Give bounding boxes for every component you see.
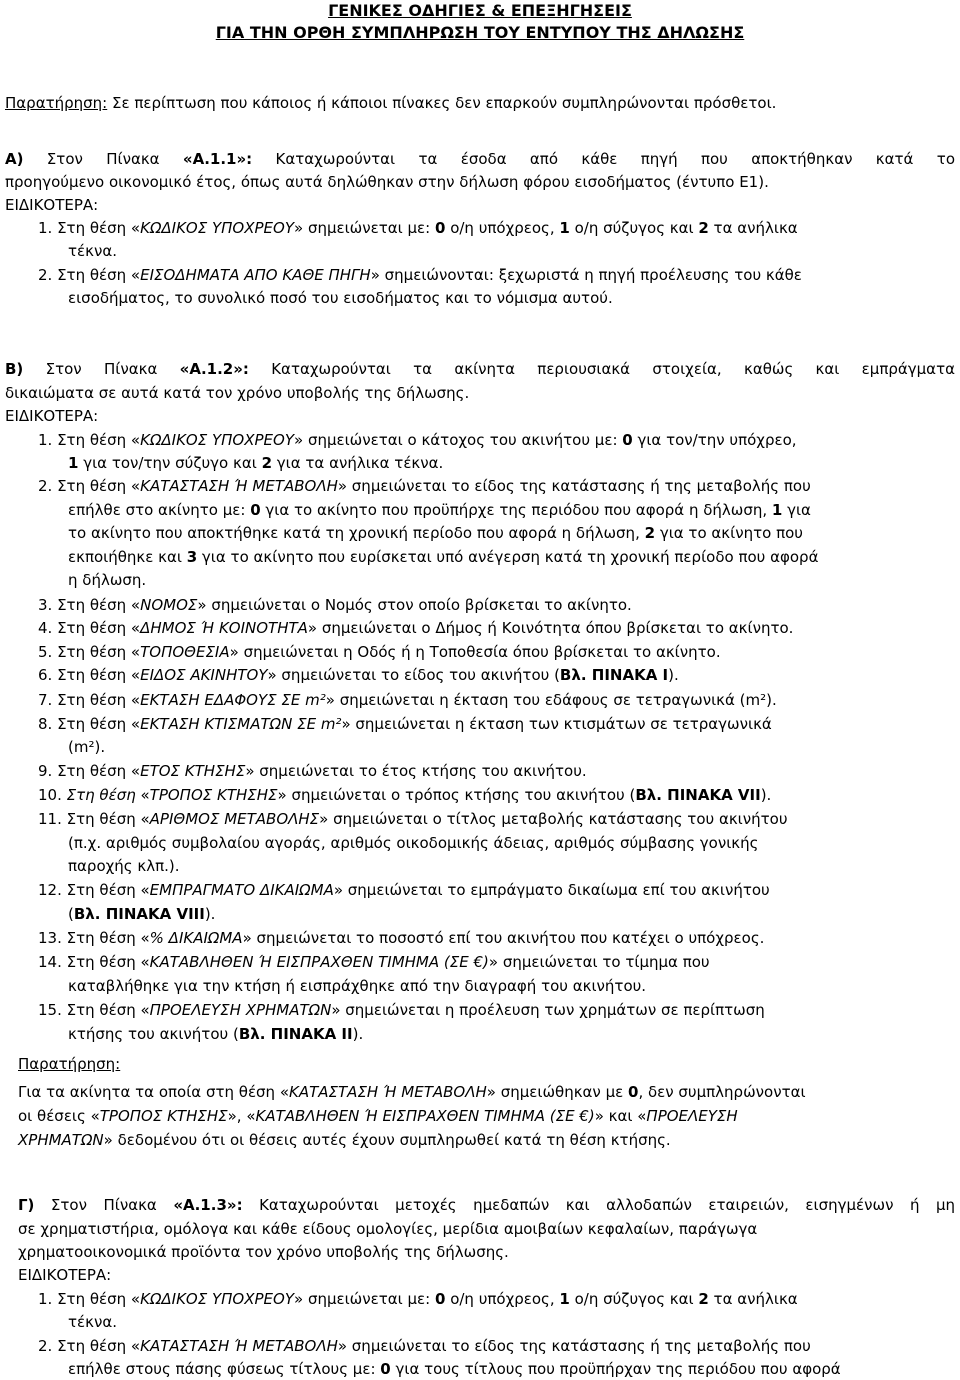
text-segment: ΧΡΗΜΑΤΩΝ — [18, 1131, 104, 1149]
text-segment: το ακίνητο που αποκτήθηκε κατά τη χρονική περίοδο που αφορά η δήλωση, — [68, 524, 645, 542]
text-segment: για το ακίνητο που — [655, 524, 803, 542]
text-segment: 13. Στη θέση « — [38, 929, 150, 947]
text-segment: » σημειώνεται ο κάτοχος του ακινήτου με: — [294, 431, 623, 449]
text-segment: » δεδομένου ότι οι θέσεις αυτές έχουν συμπληρωθεί κατά τη θέση κτήσης. — [103, 1131, 671, 1149]
text-segment: ( — [68, 905, 74, 923]
text-segment: «Α.1.2»: — [179, 360, 249, 378]
text-line — [38, 264, 955, 286]
text-line — [68, 499, 955, 521]
text-line — [38, 784, 955, 806]
text-segment: ο/η σύζυγος και — [569, 1290, 699, 1308]
text-segment: ΕΙΔΙΚΟΤΕΡΑ: — [5, 196, 99, 214]
text-segment: (π.χ. αριθμός συμβολαίου αγοράς, αριθμός οικοδομικής άδειας, αριθμός σύμβασης γονικής — [68, 834, 759, 852]
text-segment: » σημειώνεται το είδος της κατάστασης ή της μεταβολής που — [337, 1337, 811, 1355]
text-line — [38, 951, 955, 973]
text-segment: » σημειώνεται το ποσοστό επί του ακινήτου που κατέχει ο υπόχρεος. — [242, 929, 765, 947]
text-segment: 12. Στη θέση « — [38, 881, 150, 899]
text-segment: (m²). — [68, 738, 106, 756]
text-line — [68, 1023, 955, 1045]
top-note — [5, 92, 955, 114]
text-segment: 0 — [622, 431, 633, 449]
text-line — [68, 569, 955, 591]
text-line — [68, 546, 955, 568]
text-segment: » σημειώνεται με: — [294, 219, 435, 237]
text-segment: για το ακίνητο που προϋπήρχε της περιόδου που αφορά η δήλωση, — [260, 501, 772, 519]
text-line — [18, 1194, 955, 1216]
text-segment: » σημειώνεται η έκταση του εδάφους σε τετραγωνικά (m²). — [325, 691, 777, 709]
text-segment: ΠΡΟΕΛΕΥΣΗ ΧΡΗΜΑΤΩΝ — [149, 1001, 332, 1019]
text-segment: 1 — [68, 454, 79, 472]
text-segment: χρηματοοικονομικά προϊόντα τον χρόνο υποβολής της δήλωσης. — [18, 1243, 509, 1261]
text-segment: τέκνα. — [68, 1313, 118, 1331]
text-segment: 0 — [628, 1083, 639, 1101]
text-segment: ΑΡΙΘΜΟΣ ΜΕΤΑΒΟΛΗΣ — [149, 810, 320, 828]
text-segment: » σημειώνεται η Οδός ή η Τοποθεσία όπου βρίσκεται το ακίνητο. — [229, 643, 721, 661]
text-line — [18, 1129, 955, 1151]
text-segment: τα ανήλικα — [708, 1290, 798, 1308]
text-line — [38, 1288, 955, 1310]
text-segment: A) — [5, 150, 24, 168]
text-line — [38, 927, 955, 949]
text-line — [18, 1241, 955, 1263]
text-segment: 2 — [698, 1290, 709, 1308]
text-segment: «Α.1.3»: — [173, 1196, 243, 1214]
text-line — [38, 689, 955, 711]
text-segment: % ΔΙΚΑΙΩΜΑ — [149, 929, 243, 947]
text-segment: » σημειώνεται ο τρόπος κτήσης του ακινήτου ( — [277, 786, 636, 804]
text-segment: » σημειώνεται το έτος κτήσης του ακινήτου. — [245, 762, 587, 780]
text-segment: » σημειώνεται η προέλευση των χρημάτων σε περίπτωση — [331, 1001, 765, 1019]
text-segment: τέκνα. — [68, 242, 118, 260]
text-segment: » σημειώνονται: ξεχωριστά η πηγή προέλευσης του κάθε — [370, 266, 802, 284]
text-segment: 2. Στη θέση « — [38, 266, 141, 284]
text-segment: », « — [227, 1107, 256, 1125]
text-line — [38, 664, 955, 686]
text-segment: Καταχωρούνται τα έσοδα από κάθε πηγή που αποκτήθηκαν κατά το — [252, 150, 955, 168]
text-segment: » σημειώνεται το είδος του ακινήτου ( — [267, 666, 560, 684]
text-segment: « — [135, 786, 150, 804]
text-segment: 6. Στη θέση « — [38, 666, 141, 684]
text-segment: ). — [352, 1025, 364, 1043]
text-line — [5, 382, 955, 404]
text-segment: για τον/την υπόχρεο, — [632, 431, 797, 449]
text-line — [38, 999, 955, 1021]
text-segment: εισοδήματος, το συνολικό ποσό του εισοδήματος και το νόμισμα αυτού. — [68, 289, 613, 307]
text-segment: ΝΟΜΟΣ — [140, 596, 198, 614]
text-segment: Στον Πίνακα — [23, 150, 183, 168]
text-line — [5, 358, 955, 380]
text-segment: ΕΚΤΑΣΗ ΚΤΙΣΜΑΤΩΝ ΣΕ m² — [140, 715, 342, 733]
text-segment: 1 — [559, 1290, 570, 1308]
text-line — [38, 217, 955, 239]
text-segment: ). — [760, 786, 772, 804]
text-segment: » σημειώνεται με: — [294, 1290, 435, 1308]
text-segment: , δεν συμπληρώνονται — [638, 1083, 806, 1101]
text-line — [68, 855, 955, 877]
text-segment: B) — [5, 360, 24, 378]
text-line — [5, 194, 955, 216]
text-segment: 8. Στη θέση « — [38, 715, 141, 733]
text-segment: 2. Στη θέση « — [38, 477, 141, 495]
text-segment: κτήσης του ακινήτου ( — [68, 1025, 239, 1043]
text-segment: ΚΩΔΙΚΟΣ ΥΠΟΧΡΕΟΥ — [140, 431, 294, 449]
text-segment: Στον Πίνακα — [34, 1196, 174, 1214]
text-line — [18, 1105, 955, 1127]
text-segment: 2 — [644, 524, 656, 542]
text-segment: 5. Στη θέση « — [38, 643, 141, 661]
text-segment: εκποιήθηκε και — [68, 548, 187, 566]
text-segment: παροχής κλπ.). — [68, 857, 180, 875]
text-segment: 1. Στη θέση « — [38, 219, 141, 237]
text-line — [68, 975, 955, 997]
text-segment: Βλ. ΠΙΝΑΚΑ Ι — [559, 666, 669, 684]
text-segment: Βλ. ΠΙΝΑΚΑ VII — [635, 786, 761, 804]
text-line — [18, 1081, 955, 1103]
text-line — [38, 475, 955, 497]
text-segment: 4. Στη θέση « — [38, 619, 141, 637]
text-segment: 15. Στη θέση « — [38, 1001, 150, 1019]
text-segment: 0 — [434, 1290, 446, 1308]
document-title-line-1: ΓΕΝΙΚΕΣ ΟΔΗΓΙΕΣ & ΕΠΕΞΗΓΗΣΕΙΣ — [328, 1, 632, 20]
text-segment: ο/η υπόχρεος, — [445, 219, 560, 237]
text-line — [5, 405, 955, 427]
text-segment: ΠΡΟΕΛΕΥΣΗ — [646, 1107, 738, 1125]
text-segment: ΕΤΟΣ ΚΤΗΣΗΣ — [140, 762, 246, 780]
text-segment: Για τα ακίνητα τα οποία στη θέση « — [18, 1083, 290, 1101]
text-segment: ΕΙΔΙΚΟΤΕΡΑ: — [18, 1266, 112, 1284]
text-segment: ΕΙΔΟΣ ΑΚΙΝΗΤΟΥ — [140, 666, 268, 684]
text-line — [68, 736, 955, 758]
text-line — [68, 287, 955, 309]
text-segment: σε χρηματιστήρια, ομόλογα και κάθε είδους ομολογίες, μερίδια αμοιβαίων κεφαλαίων, παράγωγα — [18, 1220, 758, 1238]
text-segment: 2 — [698, 219, 709, 237]
text-segment: για τους τίτλους που προϋπήρχαν της περιόδου που αφορά — [390, 1360, 841, 1378]
text-segment: δικαιώματα σε αυτά κατά τον χρόνο υποβολής της δήλωσης. — [5, 384, 470, 402]
text-line — [38, 713, 955, 735]
text-segment: ΤΡΟΠΟΣ ΚΤΗΣΗΣ — [99, 1107, 228, 1125]
text-segment: Γ) — [18, 1196, 35, 1214]
text-segment: ). — [668, 666, 679, 684]
text-line — [38, 594, 955, 616]
text-segment: ΚΑΤΑΒΛΗΘΕΝ Ή ΕΙΣΠΡΑΧΘΕΝ ΤΙΜΗΜΑ (ΣΕ €) — [149, 953, 489, 971]
text-segment: για το ακίνητο που ευρίσκεται υπό ανέγερση κατά τη χρονική περίοδο που αφορά — [197, 548, 819, 566]
text-segment: Στον Πίνακα — [23, 360, 180, 378]
text-segment: ΕΜΠΡΑΓΜΑΤΟ ΔΙΚΑΙΩΜΑ — [149, 881, 334, 899]
text-line — [38, 429, 955, 451]
text-segment: 1. Στη θέση « — [38, 1290, 141, 1308]
text-segment: 14. Στη θέση « — [38, 953, 150, 971]
text-segment: ΚΑΤΑΣΤΑΣΗ Ή ΜΕΤΑΒΟΛΗ — [140, 1337, 338, 1355]
text-segment: 1 — [771, 501, 783, 519]
text-segment: 3 — [186, 548, 198, 566]
text-segment: » σημειώνεται το τίμημα που — [488, 953, 710, 971]
text-line — [18, 1264, 955, 1286]
text-segment: οι θέσεις « — [18, 1107, 100, 1125]
text-segment: για — [782, 501, 811, 519]
text-segment: 2 — [261, 454, 272, 472]
text-segment: ο/η υπόχρεος, — [445, 1290, 560, 1308]
text-segment: προηγούμενο οικονομικό έτος, όπως αυτά δηλώθηκαν στην δήλωση φόρου εισοδήματος (έντυπο Ε1). — [5, 173, 769, 191]
text-segment: 11. Στη θέση « — [38, 810, 150, 828]
text-line — [38, 617, 955, 639]
text-segment: καταβλήθηκε για την κτήση ή εισπράχθηκε από την διαγραφή του ακινήτου. — [68, 977, 647, 995]
top-note-label: Παρατήρηση: — [5, 94, 108, 112]
text-segment: «Α.1.1»: — [182, 150, 253, 168]
text-segment: ο/η σύζυγος και — [569, 219, 699, 237]
text-line — [68, 522, 955, 544]
text-segment: Καταχωρούνται μετοχές ημεδαπών και αλλοδαπών εταιρειών, εισηγμένων ή μη — [242, 1196, 956, 1214]
text-segment: 10. — [38, 786, 67, 804]
text-segment: 7. Στη θέση « — [38, 691, 141, 709]
text-line — [68, 452, 955, 474]
text-segment: » και « — [594, 1107, 647, 1125]
text-segment: » σημειώνεται το είδος της κατάστασης ή της μεταβολής που — [337, 477, 811, 495]
text-line — [18, 1218, 955, 1240]
text-line — [68, 903, 955, 925]
text-segment: 1. Στη θέση « — [38, 431, 141, 449]
text-line — [68, 240, 955, 262]
text-segment: 1 — [559, 219, 570, 237]
text-segment: Στη θέση — [66, 786, 136, 804]
text-segment: επήλθε στους πάσης φύσεως τίτλους με: — [68, 1360, 381, 1378]
text-segment: ΤΟΠΟΘΕΣΙΑ — [140, 643, 230, 661]
text-segment: ΕΙΔΙΚΟΤΕΡΑ: — [5, 407, 99, 425]
text-segment: τα ανήλικα — [708, 219, 798, 237]
text-segment: η δήλωση. — [68, 571, 147, 589]
text-line — [38, 1335, 955, 1357]
text-segment: » σημειώνεται ο τίτλος μεταβολής κατάστασης του ακινήτου — [319, 810, 788, 828]
text-segment: ΚΩΔΙΚΟΣ ΥΠΟΧΡΕΟΥ — [140, 1290, 294, 1308]
text-segment: για τον/την σύζυγο και — [78, 454, 262, 472]
text-segment: ). — [204, 905, 216, 923]
text-segment: ΔΗΜΟΣ Ή ΚΟΙΝΟΤΗΤΑ — [140, 619, 308, 637]
text-segment: για τα ανήλικα τέκνα. — [272, 454, 444, 472]
text-line — [38, 879, 955, 901]
text-segment: ΚΑΤΑΒΛΗΘΕΝ Ή ΕΙΣΠΡΑΧΘΕΝ ΤΙΜΗΜΑ (ΣΕ €) — [255, 1107, 595, 1125]
text-segment: 9. Στη θέση « — [38, 762, 141, 780]
text-line — [68, 1311, 955, 1333]
text-segment: επήλθε στο ακίνητο με: — [68, 501, 251, 519]
text-line — [5, 171, 955, 193]
text-segment: ΤΡΟΠΟΣ ΚΤΗΣΗΣ — [149, 786, 278, 804]
text-segment: Βλ. ΠΙΝΑΚΑ ΙΙ — [238, 1025, 353, 1043]
text-segment: 0 — [380, 1360, 391, 1378]
text-line — [5, 148, 955, 170]
text-segment: ΚΑΤΑΣΤΑΣΗ Ή ΜΕΤΑΒΟΛΗ — [140, 477, 338, 495]
top-note-text: Σε περίπτωση που κάποιος ή κάποιοι πίνακες δεν επαρκούν συμπληρώνονται πρόσθετοι. — [107, 94, 777, 112]
text-line — [38, 641, 955, 663]
text-segment: ΚΑΤΑΣΤΑΣΗ Ή ΜΕΤΑΒΟΛΗ — [289, 1083, 487, 1101]
text-segment: 0 — [434, 219, 446, 237]
text-line — [18, 1053, 955, 1075]
text-segment: 0 — [250, 501, 261, 519]
text-segment: 3. Στη θέση « — [38, 596, 141, 614]
text-segment: ΚΩΔΙΚΟΣ ΥΠΟΧΡΕΟΥ — [140, 219, 294, 237]
text-segment: Παρατήρηση: — [18, 1055, 121, 1073]
text-line — [38, 760, 955, 782]
text-segment: » σημειώνεται ο Νομός στον οποίο βρίσκεται το ακίνητο. — [197, 596, 632, 614]
text-segment: » σημειώνεται η έκταση των κτισμάτων σε τετραγωνικά — [341, 715, 772, 733]
text-segment: ΕΚΤΑΣΗ ΕΔΑΦΟΥΣ ΣΕ m² — [140, 691, 326, 709]
text-segment: » σημειώνεται ο Δήμος ή Κοινότητα όπου βρίσκεται το ακίνητο. — [307, 619, 794, 637]
text-line — [68, 832, 955, 854]
text-segment: Βλ. ΠΙΝΑΚΑ VIII — [73, 905, 205, 923]
text-segment: » σημειώθηκαν με — [486, 1083, 628, 1101]
text-segment: » σημειώνεται το εμπράγματο δικαίωμα επί του ακινήτου — [333, 881, 770, 899]
text-line — [68, 1358, 955, 1380]
text-segment: ΕΙΣΟΔΗΜΑΤΑ ΑΠΟ ΚΑΘΕ ΠΗΓΗ — [140, 266, 371, 284]
text-segment: Καταχωρούνται τα ακίνητα περιουσιακά στοιχεία, καθώς και εμπράγματα — [248, 360, 955, 378]
text-line — [38, 808, 955, 830]
document-title-line-2: ΓΙΑ ΤΗΝ ΟΡΘΗ ΣΥΜΠΛΗΡΩΣΗ ΤΟΥ ΕΝΤΥΠΟΥ ΤΗΣ ΔΗΛΩΣΗΣ — [215, 23, 745, 42]
text-segment: 2. Στη θέση « — [38, 1337, 141, 1355]
